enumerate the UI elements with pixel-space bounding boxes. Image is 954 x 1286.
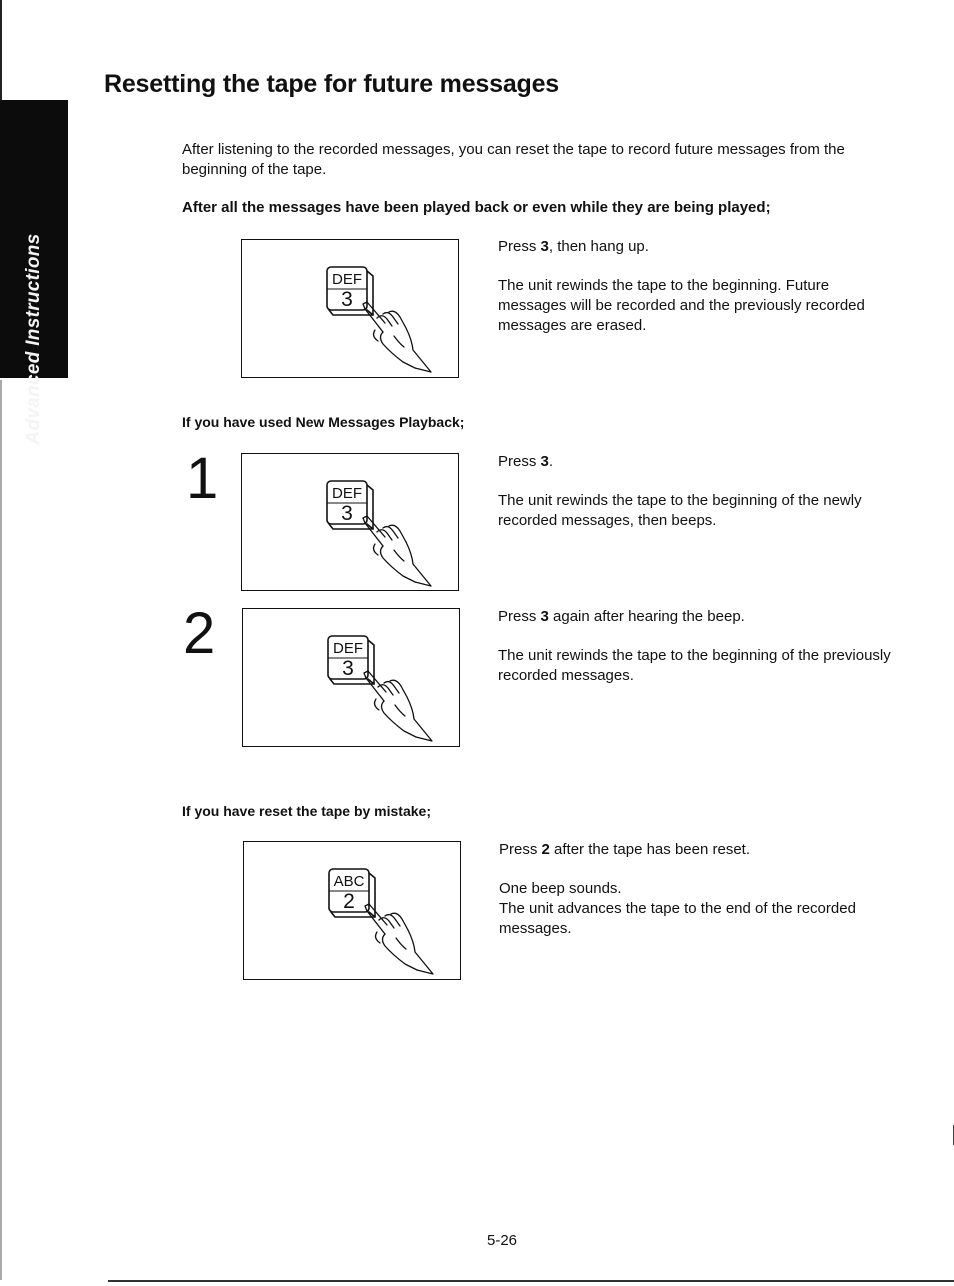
key-press-illustration (241, 239, 459, 378)
step-result: One beep sounds. (499, 880, 622, 897)
key-letters: DEF (332, 271, 362, 288)
keypad-key-icon (243, 609, 458, 745)
key-letters: DEF (333, 640, 363, 657)
section-heading: If you have used New Messages Playback; (182, 414, 465, 430)
keypad-key-icon (242, 454, 457, 590)
key-digit: 3 (341, 502, 353, 525)
keypad-key-icon (242, 240, 457, 376)
left-margin-rule (0, 0, 2, 100)
key-digit: 3 (342, 657, 354, 680)
page-title: Resetting the tape for future messages (104, 70, 560, 98)
step-result: The unit rewinds the tape to the beginning of the previously recorded messages. (498, 647, 891, 684)
key-press-illustration (242, 608, 460, 747)
key-letters: DEF (332, 485, 362, 502)
key-digit: 2 (343, 890, 355, 913)
section-heading: After all the messages have been played back or even while they are being played; (182, 199, 771, 216)
key-letters: ABC (333, 873, 365, 890)
step-result: The unit rewinds the tape to the beginning. Future messages will be recorded and the previously recorded messages are erased. (498, 277, 865, 334)
left-margin-rule (0, 380, 2, 1280)
step-result: The unit rewinds the tape to the beginning of the newly recorded messages, then beeps. (498, 492, 862, 529)
step-description (499, 840, 899, 939)
side-tab-label: Advanced Instructions (23, 233, 44, 445)
step-result: The unit advances the tape to the end of the recorded messages. (499, 900, 856, 937)
page-number: 5-26 (487, 1232, 518, 1249)
key-digit: 3 (341, 288, 353, 311)
step-description (498, 452, 898, 531)
section-side-tab (0, 100, 68, 445)
step-action: Press 3 again after hearing the beep. (498, 608, 745, 625)
step-description (498, 607, 898, 686)
step-action: Press 3, then hang up. (498, 238, 649, 255)
key-press-illustration (241, 453, 459, 591)
keypad-key-icon (244, 842, 459, 978)
step-number: 2 (183, 601, 216, 666)
bottom-rule (108, 1280, 954, 1282)
intro-paragraph: After listening to the recorded messages, you can reset the tape to record future messages from the beginning of the tape. (182, 141, 845, 178)
step-number: 1 (186, 446, 219, 511)
step-action: Press 3. (498, 453, 554, 470)
section-heading: If you have reset the tape by mistake; (182, 803, 431, 819)
step-action: Press 2 after the tape has been reset. (499, 841, 750, 858)
key-press-illustration (243, 841, 461, 980)
step-description (498, 237, 898, 336)
